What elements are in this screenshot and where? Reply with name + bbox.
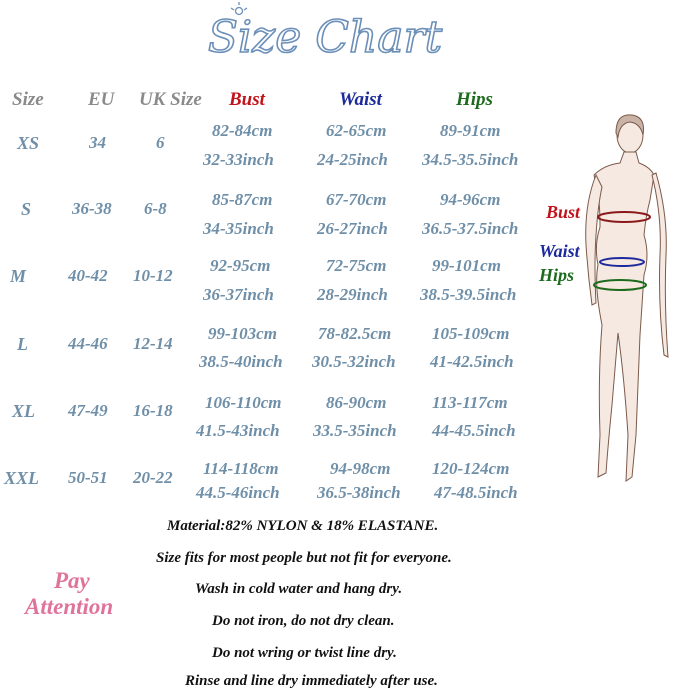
waist-inch-cell: 33.5-35inch [313, 421, 397, 440]
eu-cell: 44-46 [68, 334, 108, 353]
bust-inch-cell: 34-35inch [203, 219, 274, 238]
waist-inch-cell: 36.5-38inch [317, 483, 401, 502]
hips-cm-cell: 113-117cm [432, 393, 508, 412]
note-fit: Size fits for most people but not fit for everyone. [156, 550, 452, 566]
note-iron: Do not iron, do not dry clean. [212, 613, 395, 629]
header-size: Size [12, 89, 44, 110]
hips-cm-cell: 120-124cm [432, 459, 510, 478]
size-cell: M [10, 266, 27, 286]
hips-inch-cell: 34.5-35.5inch [422, 150, 519, 169]
figure-label-bust: Bust [546, 202, 581, 222]
note-rinse: Rinse and line dry immediately after use. [185, 673, 438, 689]
uk-cell: 6 [156, 133, 165, 152]
size-cell: XS [17, 133, 40, 153]
waist-cm-cell: 78-82.5cm [318, 324, 392, 343]
body-figure-illustration [536, 105, 679, 515]
size-cell: S [21, 199, 32, 219]
header-eu: EU [88, 89, 115, 110]
header-uk-size: UK Size [139, 89, 202, 110]
eu-cell: 36-38 [72, 199, 112, 218]
note-material: Material:82% NYLON & 18% ELASTANE. [167, 518, 439, 534]
header-waist: Waist [339, 89, 382, 110]
bust-inch-cell: 38.5-40inch [199, 352, 283, 371]
header-hips: Hips [456, 89, 493, 110]
figure-label-hips: Hips [539, 265, 575, 285]
size-cell: L [17, 334, 28, 354]
eu-cell: 34 [89, 133, 106, 152]
title-sparkle-rays [231, 2, 247, 10]
bust-cm-cell: 106-110cm [205, 393, 282, 412]
bust-cm-cell: 92-95cm [210, 256, 271, 275]
waist-cm-cell: 72-75cm [326, 256, 387, 275]
size-cell: XL [12, 401, 36, 421]
hips-inch-cell: 38.5-39.5inch [420, 285, 517, 304]
waist-cm-cell: 62-65cm [326, 121, 387, 140]
hips-inch-cell: 36.5-37.5inch [422, 219, 519, 238]
uk-cell: 10-12 [133, 266, 173, 285]
uk-cell: 12-14 [133, 334, 173, 353]
pay-attention-line1: Pay [54, 568, 90, 593]
eu-cell: 40-42 [68, 266, 108, 285]
eu-cell: 50-51 [68, 468, 108, 487]
bust-inch-cell: 44.5-46inch [196, 483, 280, 502]
hips-inch-cell: 41-42.5inch [430, 352, 514, 371]
hips-inch-cell: 47-48.5inch [434, 483, 518, 502]
uk-cell: 20-22 [133, 468, 173, 487]
bust-cm-cell: 99-103cm [208, 324, 277, 343]
eu-cell: 47-49 [68, 401, 108, 420]
figure-label-waist: Waist [539, 241, 580, 261]
note-wring: Do not wring or twist line dry. [212, 645, 397, 661]
waist-inch-cell: 26-27inch [317, 219, 388, 238]
bust-inch-cell: 41.5-43inch [196, 421, 280, 440]
note-wash: Wash in cold water and hang dry. [195, 581, 403, 597]
bust-inch-cell: 36-37inch [203, 285, 274, 304]
waist-cm-cell: 86-90cm [326, 393, 387, 412]
size-cell: XXL [4, 468, 40, 488]
uk-cell: 16-18 [133, 401, 173, 420]
hips-cm-cell: 94-96cm [440, 190, 501, 209]
bust-cm-cell: 85-87cm [212, 190, 273, 209]
size-chart-title [195, 2, 455, 68]
pay-attention-line2: Attention [25, 594, 114, 619]
figure-torso [594, 152, 654, 481]
size-chart-title-text: Size Chart [207, 12, 443, 63]
hips-cm-cell: 89-91cm [440, 121, 501, 140]
hips-cm-cell: 105-109cm [432, 324, 510, 343]
uk-cell: 6-8 [144, 199, 167, 218]
waist-inch-cell: 28-29inch [317, 285, 388, 304]
waist-inch-cell: 24-25inch [317, 150, 388, 169]
bust-inch-cell: 32-33inch [203, 150, 274, 169]
waist-cm-cell: 94-98cm [330, 459, 391, 478]
figure-right-arm [652, 173, 668, 357]
header-bust: Bust [229, 89, 265, 110]
hips-cm-cell: 99-101cm [432, 256, 501, 275]
bust-cm-cell: 114-118cm [203, 459, 279, 478]
waist-inch-cell: 30.5-32inch [312, 352, 396, 371]
hips-inch-cell: 44-45.5inch [432, 421, 516, 440]
bust-cm-cell: 82-84cm [212, 121, 273, 140]
waist-cm-cell: 67-70cm [326, 190, 387, 209]
